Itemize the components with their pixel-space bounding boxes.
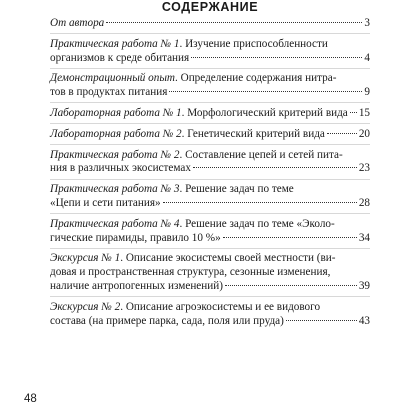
toc-entry-label: Лабораторная работа № 2 (50, 127, 182, 140)
dot-leader (169, 91, 362, 92)
toc-entry-practical-4[interactable] (50, 218, 370, 246)
toc-entry-title-cont: организмов к среде обитания (50, 51, 190, 64)
toc-entry-title-cont: «Цепи и сети питания» (50, 196, 161, 209)
toc-entry-label: Экскурсия № 1 (50, 252, 121, 265)
page-title: СОДЕРЖАНИЕ (161, 0, 259, 14)
divider (50, 248, 370, 249)
toc-entry-title: . Описание агроэкосистемы и ее видового (120, 300, 321, 313)
toc-entry-label: Практическая работа № 4 (50, 217, 180, 230)
toc-page-number: 20 (358, 127, 370, 140)
divider (50, 213, 370, 214)
toc-entry-label: Практическая работа № 1 (50, 37, 180, 50)
divider (50, 33, 370, 34)
toc-entry-title-cont: наличие антропогенных изменений) (50, 279, 223, 292)
divider (50, 296, 370, 297)
toc-entry-excursion-1[interactable] (50, 252, 370, 293)
toc-entry-title-cont: состава (на примере парка, сада, поля или пруда) (50, 314, 284, 327)
toc-entry-title: . Определение содержания нитра- (175, 72, 337, 85)
toc-entry-label: Практическая работа № 2 (50, 148, 180, 161)
divider (50, 102, 370, 103)
toc-page-number: 4 (364, 51, 370, 64)
toc-page-number: 34 (358, 231, 370, 244)
toc-entry-label: Демонстрационный опыт (50, 72, 176, 85)
toc-page-number: 23 (358, 162, 370, 175)
toc-entry-title-cont: ния в различных экосистемах (50, 162, 191, 175)
toc-entry-excursion-2[interactable] (50, 301, 370, 329)
divider (50, 68, 370, 69)
toc-entry-label: Лабораторная работа № 1 (50, 106, 182, 119)
dot-leader (225, 285, 357, 286)
toc-entry-label: Экскурсия № 2 (50, 300, 121, 313)
toc-entry-lab-1[interactable] (50, 107, 370, 121)
divider (50, 179, 370, 180)
toc-entry-practical-3[interactable] (50, 183, 370, 211)
toc-entry-title: . Описание экосистемы своей местности (ви- (120, 252, 336, 265)
toc-entry-label: От автора (50, 17, 105, 29)
dot-leader (327, 133, 357, 134)
dot-leader (223, 237, 357, 238)
toc-entry-title-cont: тов в продуктах питания (50, 86, 168, 99)
toc-entry-title: . Изучение приспособленности (179, 37, 328, 50)
toc-entry-practical-2[interactable] (50, 149, 370, 177)
toc-entry-title: . Генетический критерий вида (181, 127, 325, 140)
dot-leader (191, 57, 362, 58)
toc-entry-practical-1[interactable] (50, 38, 370, 66)
table-of-contents (50, 17, 370, 328)
toc-entry-title: . Решение задач по теме «Эколо- (179, 217, 335, 230)
toc-entry-lab-2[interactable] (50, 128, 370, 142)
toc-entry-title-cont: довая и пространственная структура, сезонные изменения, (50, 266, 331, 279)
toc-entry-title: . Решение задач по теме (179, 183, 294, 196)
toc-entry-author[interactable] (50, 17, 370, 31)
toc-entry-label: Практическая работа № 3 (50, 183, 180, 196)
toc-page-number: 28 (358, 196, 370, 209)
toc-page-number: 15 (358, 106, 370, 119)
toc-page-number: 39 (358, 279, 370, 292)
page-number: 48 (24, 393, 37, 405)
dot-leader (106, 22, 362, 23)
toc-entry-title: . Морфологический критерий вида (181, 106, 348, 119)
toc-entry-title: . Составление цепей и сетей пита- (179, 148, 343, 161)
toc-page-number: 3 (364, 17, 370, 29)
toc-page-number: 43 (358, 314, 370, 327)
dot-leader (286, 320, 357, 321)
dot-leader (350, 112, 357, 113)
toc-page-number: 9 (364, 86, 370, 99)
dot-leader (163, 202, 357, 203)
toc-entry-title-cont: гические пирамиды, правило 10 %» (50, 231, 221, 244)
divider (50, 144, 370, 145)
dot-leader (193, 167, 357, 168)
divider (50, 123, 370, 124)
toc-entry-demo-experiment[interactable] (50, 72, 370, 100)
